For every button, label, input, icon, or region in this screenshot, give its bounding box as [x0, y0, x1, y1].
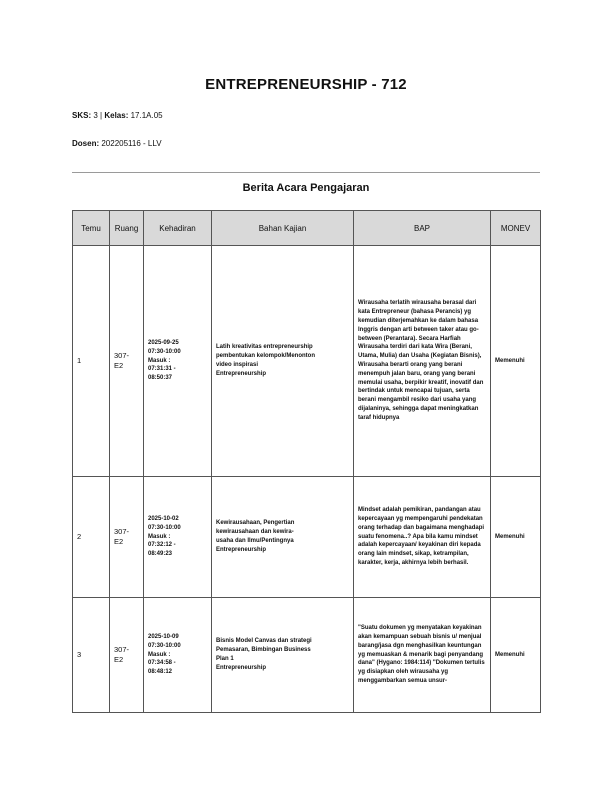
cell-ruang: 307- E2: [110, 477, 144, 598]
cell-ruang: 307- E2: [110, 598, 144, 713]
header-monev: MONEV: [491, 211, 541, 246]
cell-temu: 3: [73, 598, 110, 713]
cell-bahan-kajian: Latih kreativitas entrepreneurship pembentukan kelompok/Menonton video inspirasi Entrepreneurship: [212, 246, 354, 477]
sks-label: SKS:: [72, 111, 92, 120]
cell-kehadiran: 2025-09-25 07:30-10:00 Masuk : 07:31:31 - 08:50:37: [144, 246, 212, 477]
cell-bap: Mindset adalah pemikiran, pandangan atau kepercayaan yg mempengaruhi pendekatan orang terhadap dan bagaimana menghadapi suatu fenomena..? Apa bila kamu mindset adalah kepercayaan/ keyakinan diri kepada orang lain mindset, sikap, ketrampilan, karakter, kerja, akhirnya lebih berhasil.: [354, 477, 491, 598]
table-row: [73, 477, 541, 598]
header-kehadiran: Kehadiran: [144, 211, 212, 246]
table-row: [73, 246, 541, 477]
header-ruang: Ruang: [110, 211, 144, 246]
dosen-value: 202205116 - LLV: [101, 139, 162, 148]
header-bahan-kajian: Bahan Kajian: [212, 211, 354, 246]
cell-bahan-kajian: Kewirausahaan, Pengertian kewirausahaan dan kewira- usaha dan Ilmu/Pentingnya Entrepreneurship: [212, 477, 354, 598]
header-temu: Temu: [73, 211, 110, 246]
kelas-value: 17.1A.05: [130, 111, 163, 120]
kelas-label: Kelas:: [104, 111, 129, 120]
cell-kehadiran: 2025-10-09 07:30-10:00 Masuk : 07:34:58 - 08:48:12: [144, 598, 212, 713]
cell-temu: 2: [73, 477, 110, 598]
cell-bap: Wirausaha terlatih wirausaha berasal dari kata Entrepreneur (bahasa Perancis) yg kemudian diterjemahkan ke dalam bahasa Inggris dengan arti between taker atau go-between (Perantara). Secara Harfiah Wirausaha terdiri dari kata Wira (Berani, Utama, Mulia) dan Usaha (Kegiatan Bisnis), Wirausaha berarti orang yang berani menempuh jalan baru, orang yang berani memulai usaha, berpikir kreatif, inovatif dan bertindak untuk mencapai tujuan, serta berani mengambil resiko dari usaha yang dijalaninya, sehingga dapat meningkatkan taraf hidupnya: [354, 246, 491, 477]
cell-kehadiran: 2025-10-02 07:30-10:00 Masuk : 07:32:12 - 08:49:23: [144, 477, 212, 598]
cell-monev: Memenuhi: [491, 246, 541, 477]
course-meta-sks-kelas: [72, 111, 163, 120]
section-title: Berita Acara Pengajaran: [242, 182, 370, 194]
table-header-row: [73, 211, 541, 246]
cell-monev: Memenuhi: [491, 598, 541, 713]
table-row: [73, 598, 541, 713]
cell-temu: 1: [73, 246, 110, 477]
course-meta-dosen: [72, 139, 162, 148]
page-title: ENTREPRENEURSHIP - 712: [205, 76, 407, 93]
cell-bahan-kajian: Bisnis Model Canvas dan strategi Pemasaran, Bimbingan Business Plan 1 Entrepreneurship: [212, 598, 354, 713]
divider: [72, 172, 540, 173]
teaching-record-table: [72, 210, 541, 713]
cell-bap: "Suatu dokumen yg menyatakan keyakinan akan kemampuan sebuah bisnis u/ menjual barang/jasa dgn menghasilkan keuntungan yg memuaskan & menarik bagi penyandang dana" (Hygano: 1984:114) "Dokumen tertulis yg disiapkan oleh wirausaha yg menggambarkan semua unsur-: [354, 598, 491, 713]
cell-ruang: 307- E2: [110, 246, 144, 477]
cell-monev: Memenuhi: [491, 477, 541, 598]
sks-value: 3 |: [93, 111, 105, 120]
header-bap: BAP: [354, 211, 491, 246]
dosen-label: Dosen:: [72, 139, 100, 148]
